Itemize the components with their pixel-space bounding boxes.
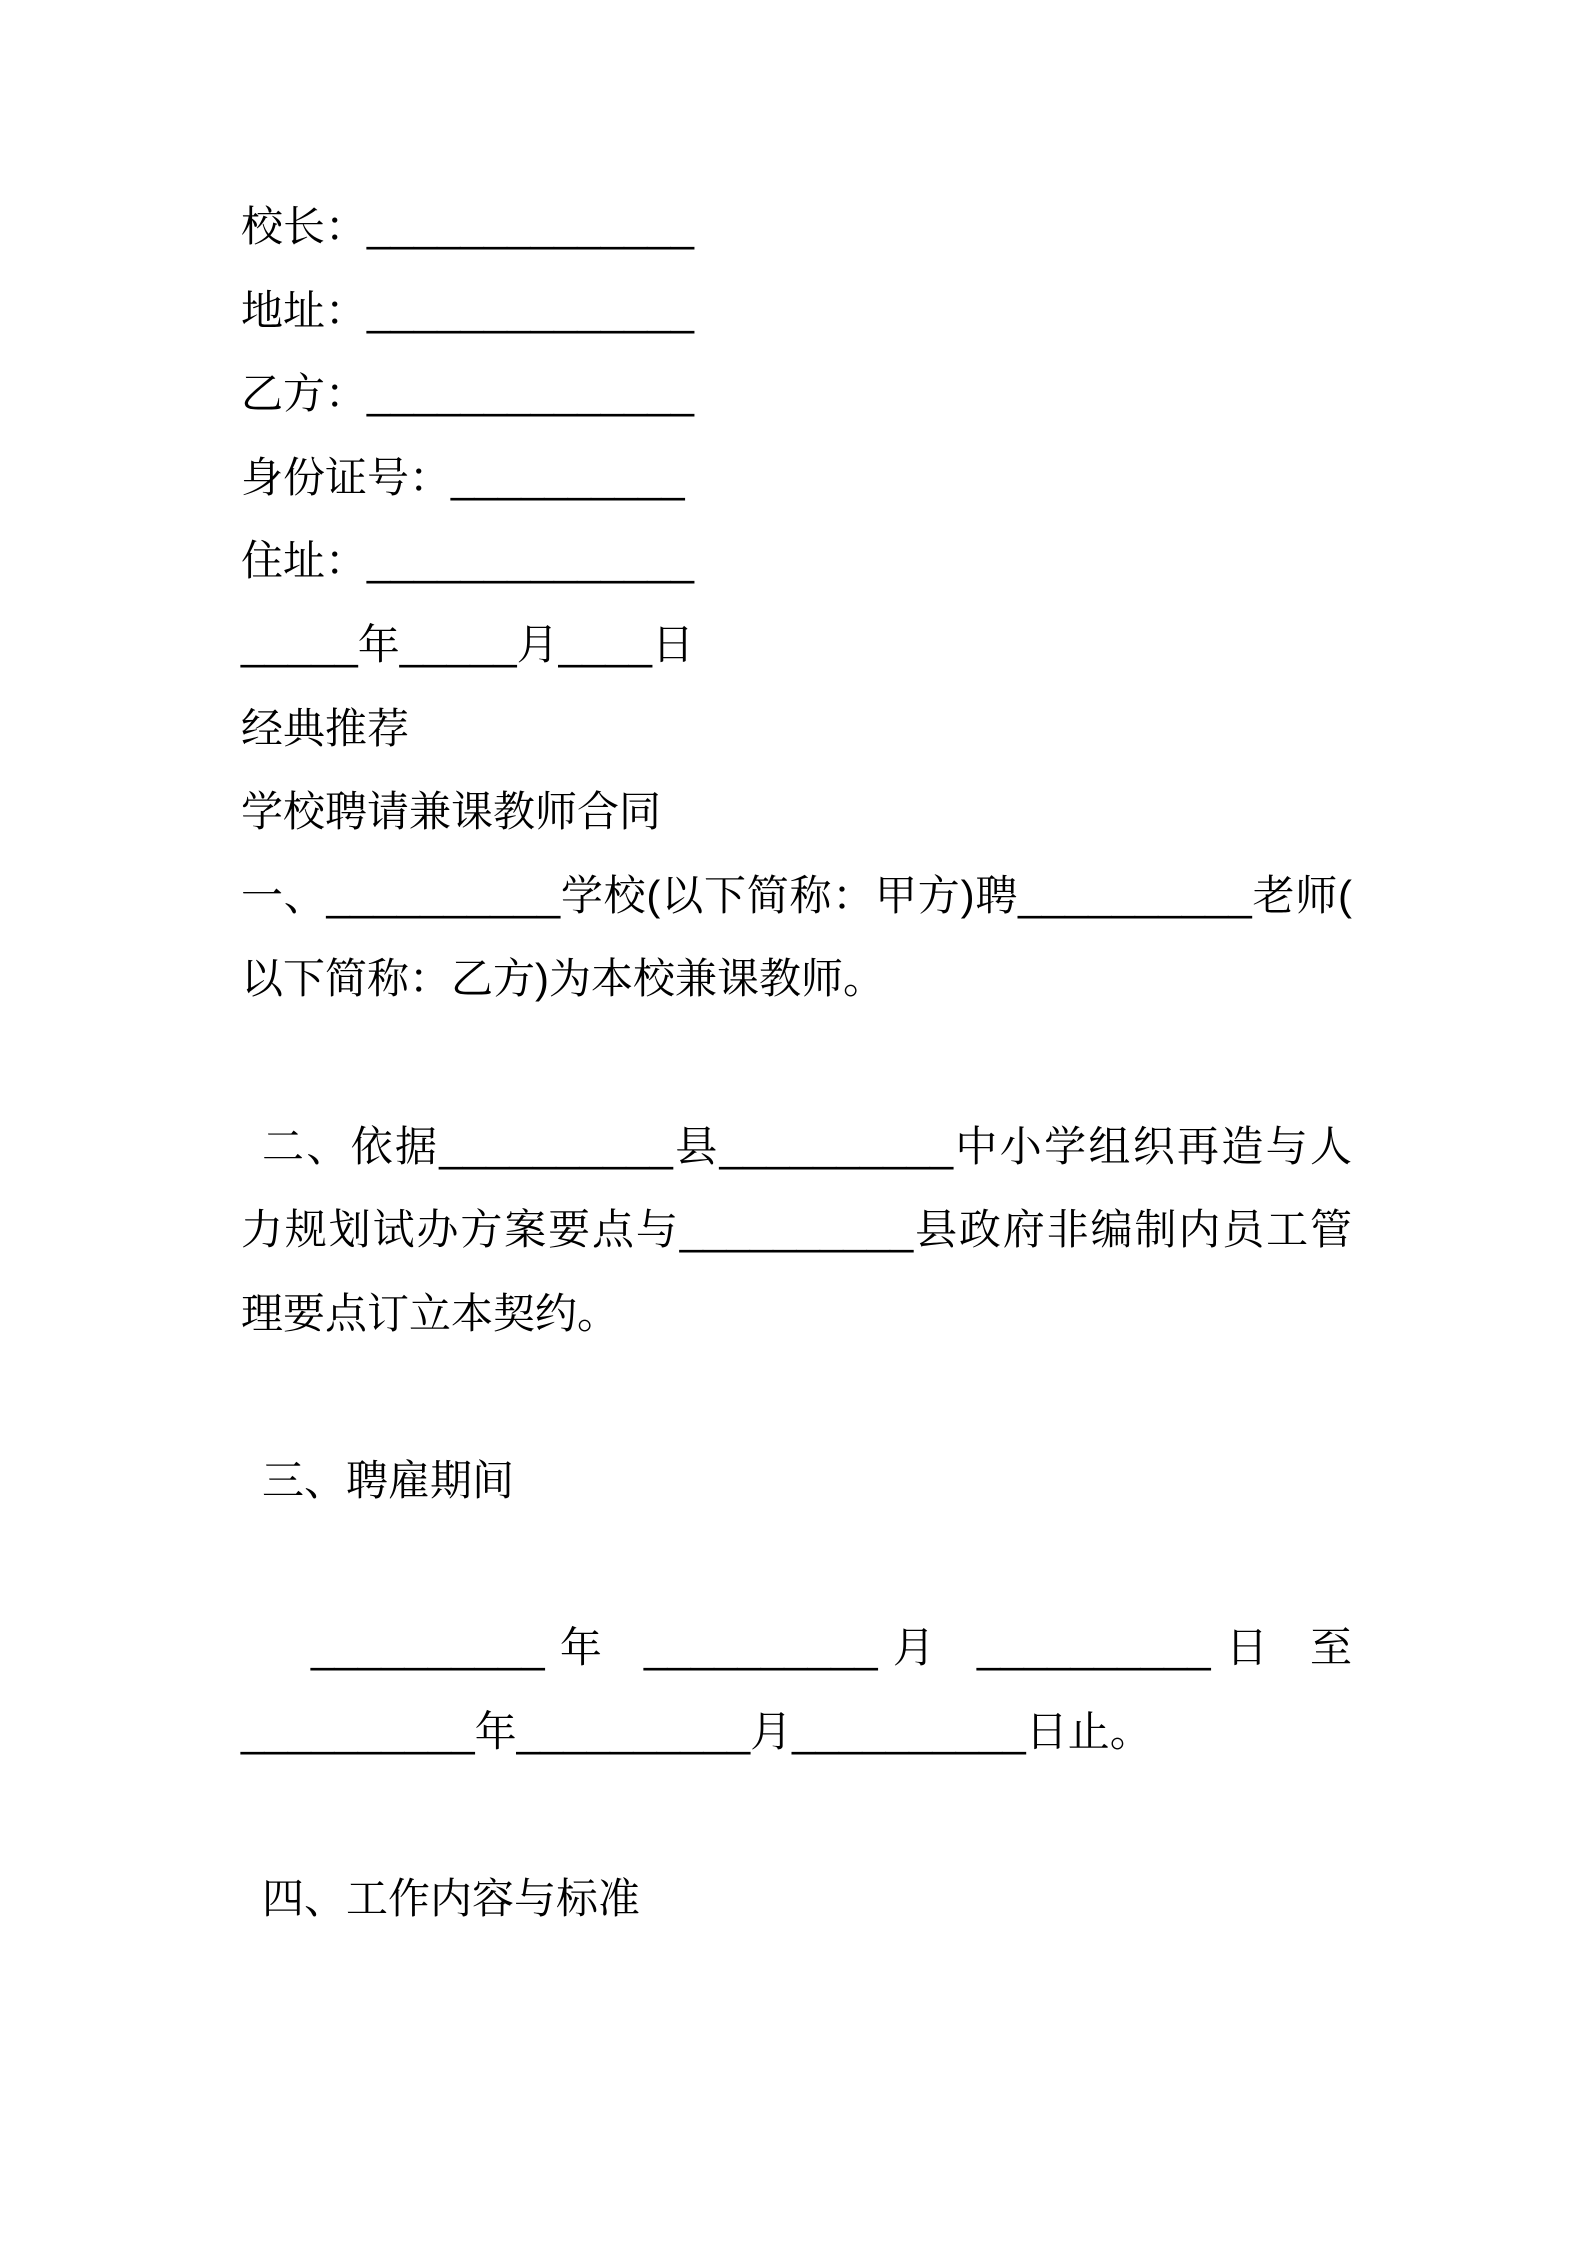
party-b-field: 乙方：______________ <box>241 370 695 418</box>
clause-line: 以下简称：乙方)为本校兼课教师。 <box>241 955 885 1003</box>
clause-line: 理要点订立本契约。 <box>241 1289 620 1337</box>
term-start-line: __________年 __________月 __________日 至 <box>311 1624 1352 1672</box>
clause-line: 二、依据__________县__________中小学组织再造与人 <box>262 1122 1352 1170</box>
clause-line: 力规划试办方案要点与__________县政府非编制内员工管 <box>241 1206 1352 1254</box>
contract-title: 学校聘请兼课教师合同 <box>241 788 662 836</box>
employment-term <box>241 1606 1352 1773</box>
clause-line: 三、聘雇期间 <box>262 1456 515 1504</box>
id-number-field: 身份证号：__________ <box>241 453 685 501</box>
term-end-line: __________年__________月__________日止。 <box>241 1707 1152 1755</box>
clause-one <box>241 854 1352 1021</box>
clause-line: 四、工作内容与标准 <box>262 1874 641 1922</box>
principal-field: 校长：______________ <box>241 203 695 250</box>
address-field: 地址：______________ <box>241 286 695 334</box>
clause-two <box>241 1105 1352 1356</box>
clause-three-heading <box>241 1439 1352 1523</box>
recommendation-heading: 经典推荐 <box>241 704 410 752</box>
clause-line: 一、__________学校(以下简称：甲方)聘__________老师( <box>241 871 1352 919</box>
signature-date-field: _____年_____月____日 <box>241 620 695 668</box>
document-page <box>241 185 1352 1940</box>
residence-field: 住址：______________ <box>241 537 695 585</box>
clause-four-heading <box>241 1857 1352 1941</box>
